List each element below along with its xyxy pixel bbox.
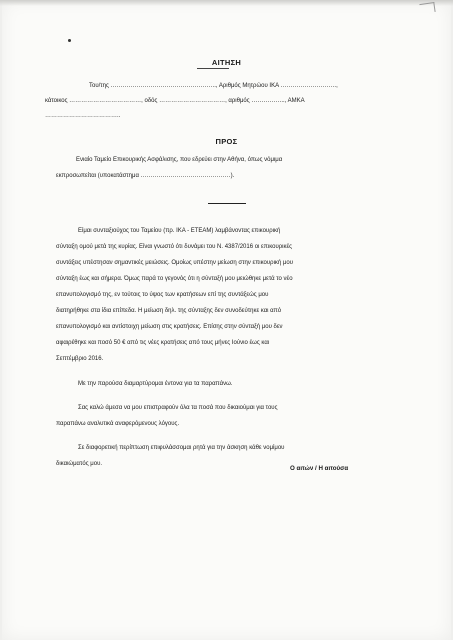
reservation-line-1: Σε διαφορετική περίπτωση επιφυλάσσομαι ρητά για την άσκηση κάθε νομίμου [78,445,285,451]
body-line-9: Σεπτέμβριο 2016. [56,356,104,362]
recipient-line-2: εκπροσωπείται (υποκατάστημα ………………………………………). [56,173,235,179]
body-line-1: Είμαι συνταξιούχος του Ταμείου (πρ. ΙΚΑ - ΕΤΕΑΜ) λαμβάνοντας επικουρική [78,228,281,234]
title-underline [197,68,229,69]
signature-label: Ο αιτών / Η αιτούσα [290,465,349,472]
body-line-7: επανυπολογισμό και αντίστοιχη μείωση στις κρατήσεις. Επίσης στην σύνταξή μου δεν [56,324,283,330]
protest-line: Με την παρούσα διαμαρτύρομαι έντονα για τα παραπάνω. [78,381,233,387]
document-title: ΑΙΤΗΣΗ [211,58,242,67]
body-line-6: διατηρήθηκε στα ίδια επίπεδα. Η μείωση δηλ. της σύνταξης δεν συνοδεύτηκε και από [56,308,282,314]
document-page [2,0,451,640]
body-line-3: συντάξεις υπέστησαν σημαντικές μειώσεις. Ομοίως υπέστην μείωση στην επικουρική μου [56,260,293,266]
scan-speck [68,39,71,42]
recipient-heading: ΠΡΟΣ [215,137,238,146]
scan-top-shadow [0,0,453,6]
applicant-line-3: ……………………………….. [45,113,121,119]
section-separator [208,203,246,204]
request-line-2: παραπάνω αναλυτικά αναφερόμενους λόγους. [56,421,180,427]
body-line-4: σύνταξη έως και σήμερα. Όμως παρά το γεγονός ότι η σύνταξή μου μειώθηκε μετά το νέο [56,276,293,282]
body-line-8: αφαιρέθηκε και ποσό 50 € από τις νέες κρατήσεις από τους μήνες Ιούνιο έως και [56,340,270,346]
reservation-line-2: δικαιώματός μου. [56,461,103,467]
recipient-line-1: Ενιαίο Ταμείο Επικουρικής Ασφάλισης, που εδρεύει στην Αθήνα, όπως νόμιμα [76,157,283,163]
request-line-1: Σας καλώ άμεσα να μου επιστραφούν όλα τα ποσά που δικαιούμαι για τους [78,405,278,411]
body-line-5: επανυπολογισμό της, εν τούτοις το ύψος των κρατήσεων επί της συντάξεώς μου [56,292,269,298]
applicant-line-2: κάτοικος ………………………………, οδός ……………………………, αριθμός …………….., ΑΜΚΑ [45,98,305,104]
body-line-2: σύνταξη ομού μετά της κυρίας. Είναι γνωστό ότι δυνάμει του Ν. 4387/2016 οι επικουρικές [56,244,293,250]
applicant-line-1: Του/της …………………………………………….., Αριθμός Μητρώου ΙΚΑ ………………………., [89,83,338,89]
corner-fold-mark [419,2,435,14]
